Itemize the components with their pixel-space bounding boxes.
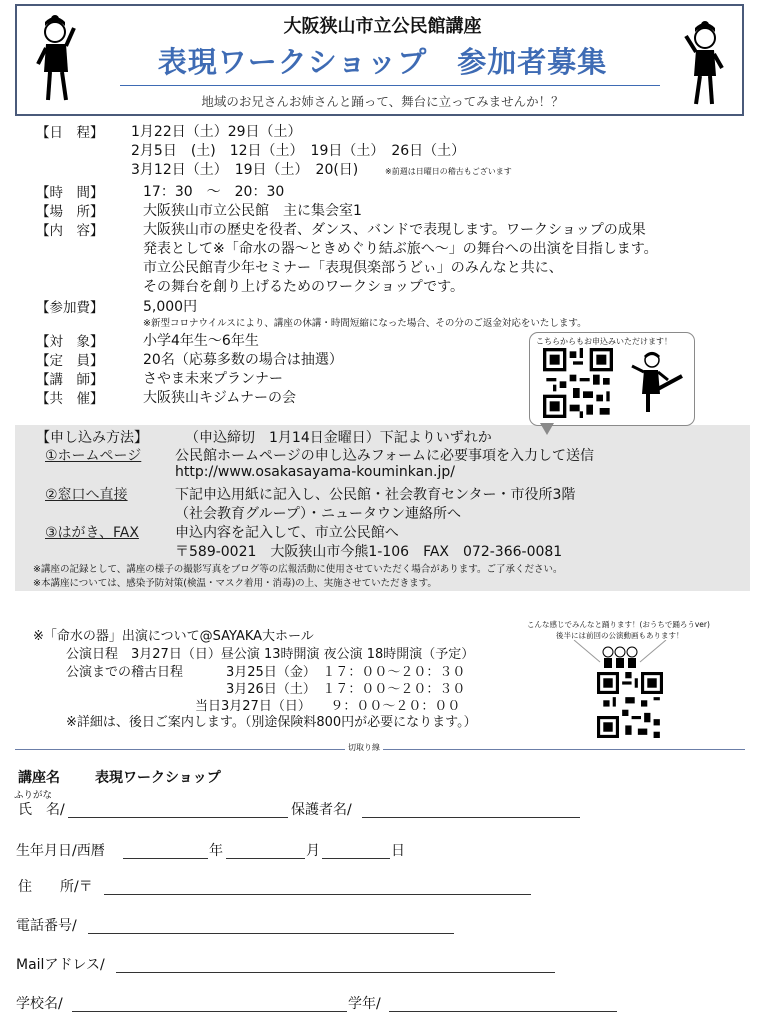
group-dancers-illustration <box>570 640 670 670</box>
mail-field[interactable] <box>116 972 555 973</box>
content-line-4: その舞台を創り上げるためのワークショップです。 <box>143 279 465 295</box>
fee-note: ※新型コロナウイルスにより、講座の休講・時間短縮になった場合、その分のご返金対応をいたします。 <box>143 318 587 329</box>
schedule-line-1: 1月22日（土）29日（土） <box>131 124 302 140</box>
cohost-label: 【共 催】 <box>36 391 104 407</box>
instructor-value: さやま未来プランナー <box>143 371 283 387</box>
content-line-2: 発表として※「命水の器～ときめぐり結ぶ旅へ～」の舞台への出演を目指します。 <box>143 241 658 257</box>
photo-note: ※講座の記録として、講座の様子の撮影写真をブログ等の広報活動に使用させていただく場合があります。ご了承ください。 <box>33 564 563 575</box>
cut-line-label: 切取り線 <box>345 742 383 753</box>
homepage-url[interactable]: http://www.osakasayama-kouminkan.jp/ <box>175 464 455 480</box>
mail-label: Mailアドレス/ <box>16 957 105 973</box>
performance-note: ※詳細は、後日ご案内します。（別途保険料800円が必要になります。） <box>66 715 477 730</box>
method-window-link[interactable]: ②窓口へ直接 <box>45 487 128 503</box>
qr-bubble-caption: こちらからもお申込みいただけます！ <box>536 337 672 346</box>
furigana-label: ふりがな <box>14 790 53 801</box>
method-homepage-link[interactable]: ①ホームページ <box>45 448 142 464</box>
method-window-text-2: （社会教育グループ）・ニュータウン連絡所へ <box>175 506 462 522</box>
schedule-note: ※前週は日曜日の稽古もございます <box>385 167 512 176</box>
application-qr-code[interactable] <box>543 348 613 418</box>
infection-note: ※本講座については、感染予防対策(検温・マスク着用・消毒)の上、実施させていただきます。 <box>33 578 437 589</box>
course-label: 講座名 <box>18 770 60 786</box>
content-label: 【内 容】 <box>36 223 104 239</box>
rehearsal-label: 公演までの稽古日程 <box>66 665 184 680</box>
kicking-dancer-illustration <box>628 350 686 414</box>
school-field[interactable] <box>72 1011 347 1012</box>
capacity-value: 20名（応募多数の場合は抽選） <box>143 352 343 368</box>
birth-year-field[interactable] <box>123 858 208 859</box>
schedule-line-2: 2月5日 (土) 12日（土） 19日（土） 26日（土） <box>131 143 466 159</box>
video-caption-2: 後半には前回の公演動画もあります！ <box>556 631 684 640</box>
birth-month-unit: 月 <box>306 843 320 859</box>
organizer-title: 大阪狭山市立公民館講座 <box>283 16 482 37</box>
method-window-text-1: 下記申込用紙に記入し、公民館・社会教育センター・市役所3階 <box>175 487 576 503</box>
grade-label: 学年/ <box>348 996 381 1012</box>
place-label: 【場 所】 <box>36 204 104 220</box>
schedule-line-3: 3月12日（土） 19日（土） 20(日) <box>131 162 359 178</box>
tagline: 地域のお兄さんお姉さんと踊って、舞台に立ってみませんか！？ <box>201 94 564 109</box>
instructor-label: 【講 師】 <box>36 372 104 388</box>
performance-heading: ※「命水の器」出演について@SAYAKA大ホール <box>33 629 314 644</box>
phone-field[interactable] <box>88 933 454 934</box>
content-line-1: 大阪狭山市の歴史を役者、ダンス、バンドで表現します。ワークショップの成果 <box>143 222 646 238</box>
guardian-field[interactable] <box>362 817 580 818</box>
time-value: 17：30 ～ 20：30 <box>143 184 285 200</box>
content-line-3: 市立公民館青少年セミナー「表現倶楽部うどぃ」のみんなと共に、 <box>143 260 563 276</box>
rehearsal-line-2: 3月26日（土） １７：００～２０：３０ <box>226 682 466 697</box>
page-title: 表現ワークショップ 参加者募集 <box>157 45 608 79</box>
birth-month-field[interactable] <box>226 858 305 859</box>
apply-heading: 【申し込み方法】 <box>36 430 148 446</box>
place-value: 大阪狭山市立公民館 主に集会室1 <box>143 203 362 219</box>
cohost-value: 大阪狭山キジムナーの会 <box>143 390 297 406</box>
grade-field[interactable] <box>389 1011 617 1012</box>
birth-day-unit: 日 <box>391 843 405 859</box>
birth-label: 生年月日/西暦 <box>16 843 105 859</box>
method-postcard-text-1: 申込内容を記入して、市立公民館へ <box>175 525 399 541</box>
method-homepage-text: 公民館ホームページの申し込みフォームに必要事項を入力して送信 <box>175 448 595 464</box>
rehearsal-line-1: 3月25日（金） １７：００～２０：３０ <box>226 665 466 680</box>
performance-line-1: 公演日程 3月27日（日）昼公演 13時開演 夜公演 18時開演（予定） <box>66 647 475 662</box>
guardian-label: 保護者名/ <box>291 802 352 818</box>
video-qr-code[interactable] <box>597 672 663 738</box>
target-value: 小学4年生～6年生 <box>143 333 259 349</box>
school-label: 学校名/ <box>16 996 63 1012</box>
phone-label: 電話番号/ <box>16 918 77 934</box>
name-field[interactable] <box>68 817 288 818</box>
birth-year-unit: 年 <box>209 843 223 859</box>
video-caption-1: こんな感じでみんなと踊ります！(おうちで踊ろうver) <box>527 620 710 629</box>
apply-deadline: （申込締切 1月14日金曜日）下記よりいずれか <box>185 430 492 446</box>
method-postcard-text-2: 〒589-0021 大阪狭山市今熊1-106 FAX 072-366-0081 <box>175 544 563 560</box>
address-field[interactable] <box>104 894 531 895</box>
name-label: 氏 名/ <box>18 802 65 818</box>
schedule-label: 【日 程】 <box>36 125 104 141</box>
title-underline <box>120 85 660 86</box>
qr-bubble-tail <box>540 423 554 435</box>
birth-day-field[interactable] <box>322 858 390 859</box>
target-label: 【対 象】 <box>36 334 104 350</box>
course-value: 表現ワークショップ <box>95 770 221 786</box>
fee-value: 5,000円 <box>143 299 198 315</box>
capacity-label: 【定 員】 <box>36 353 104 369</box>
address-label: 住 所/〒 <box>18 879 93 895</box>
rehearsal-line-3: 当日3月27日（日） ９：００～２０：００ <box>195 699 461 714</box>
fee-label: 【参加費】 <box>36 300 104 316</box>
time-label: 【時 間】 <box>36 185 104 201</box>
method-postcard-fax-link[interactable]: ③はがき、FAX <box>45 525 139 541</box>
